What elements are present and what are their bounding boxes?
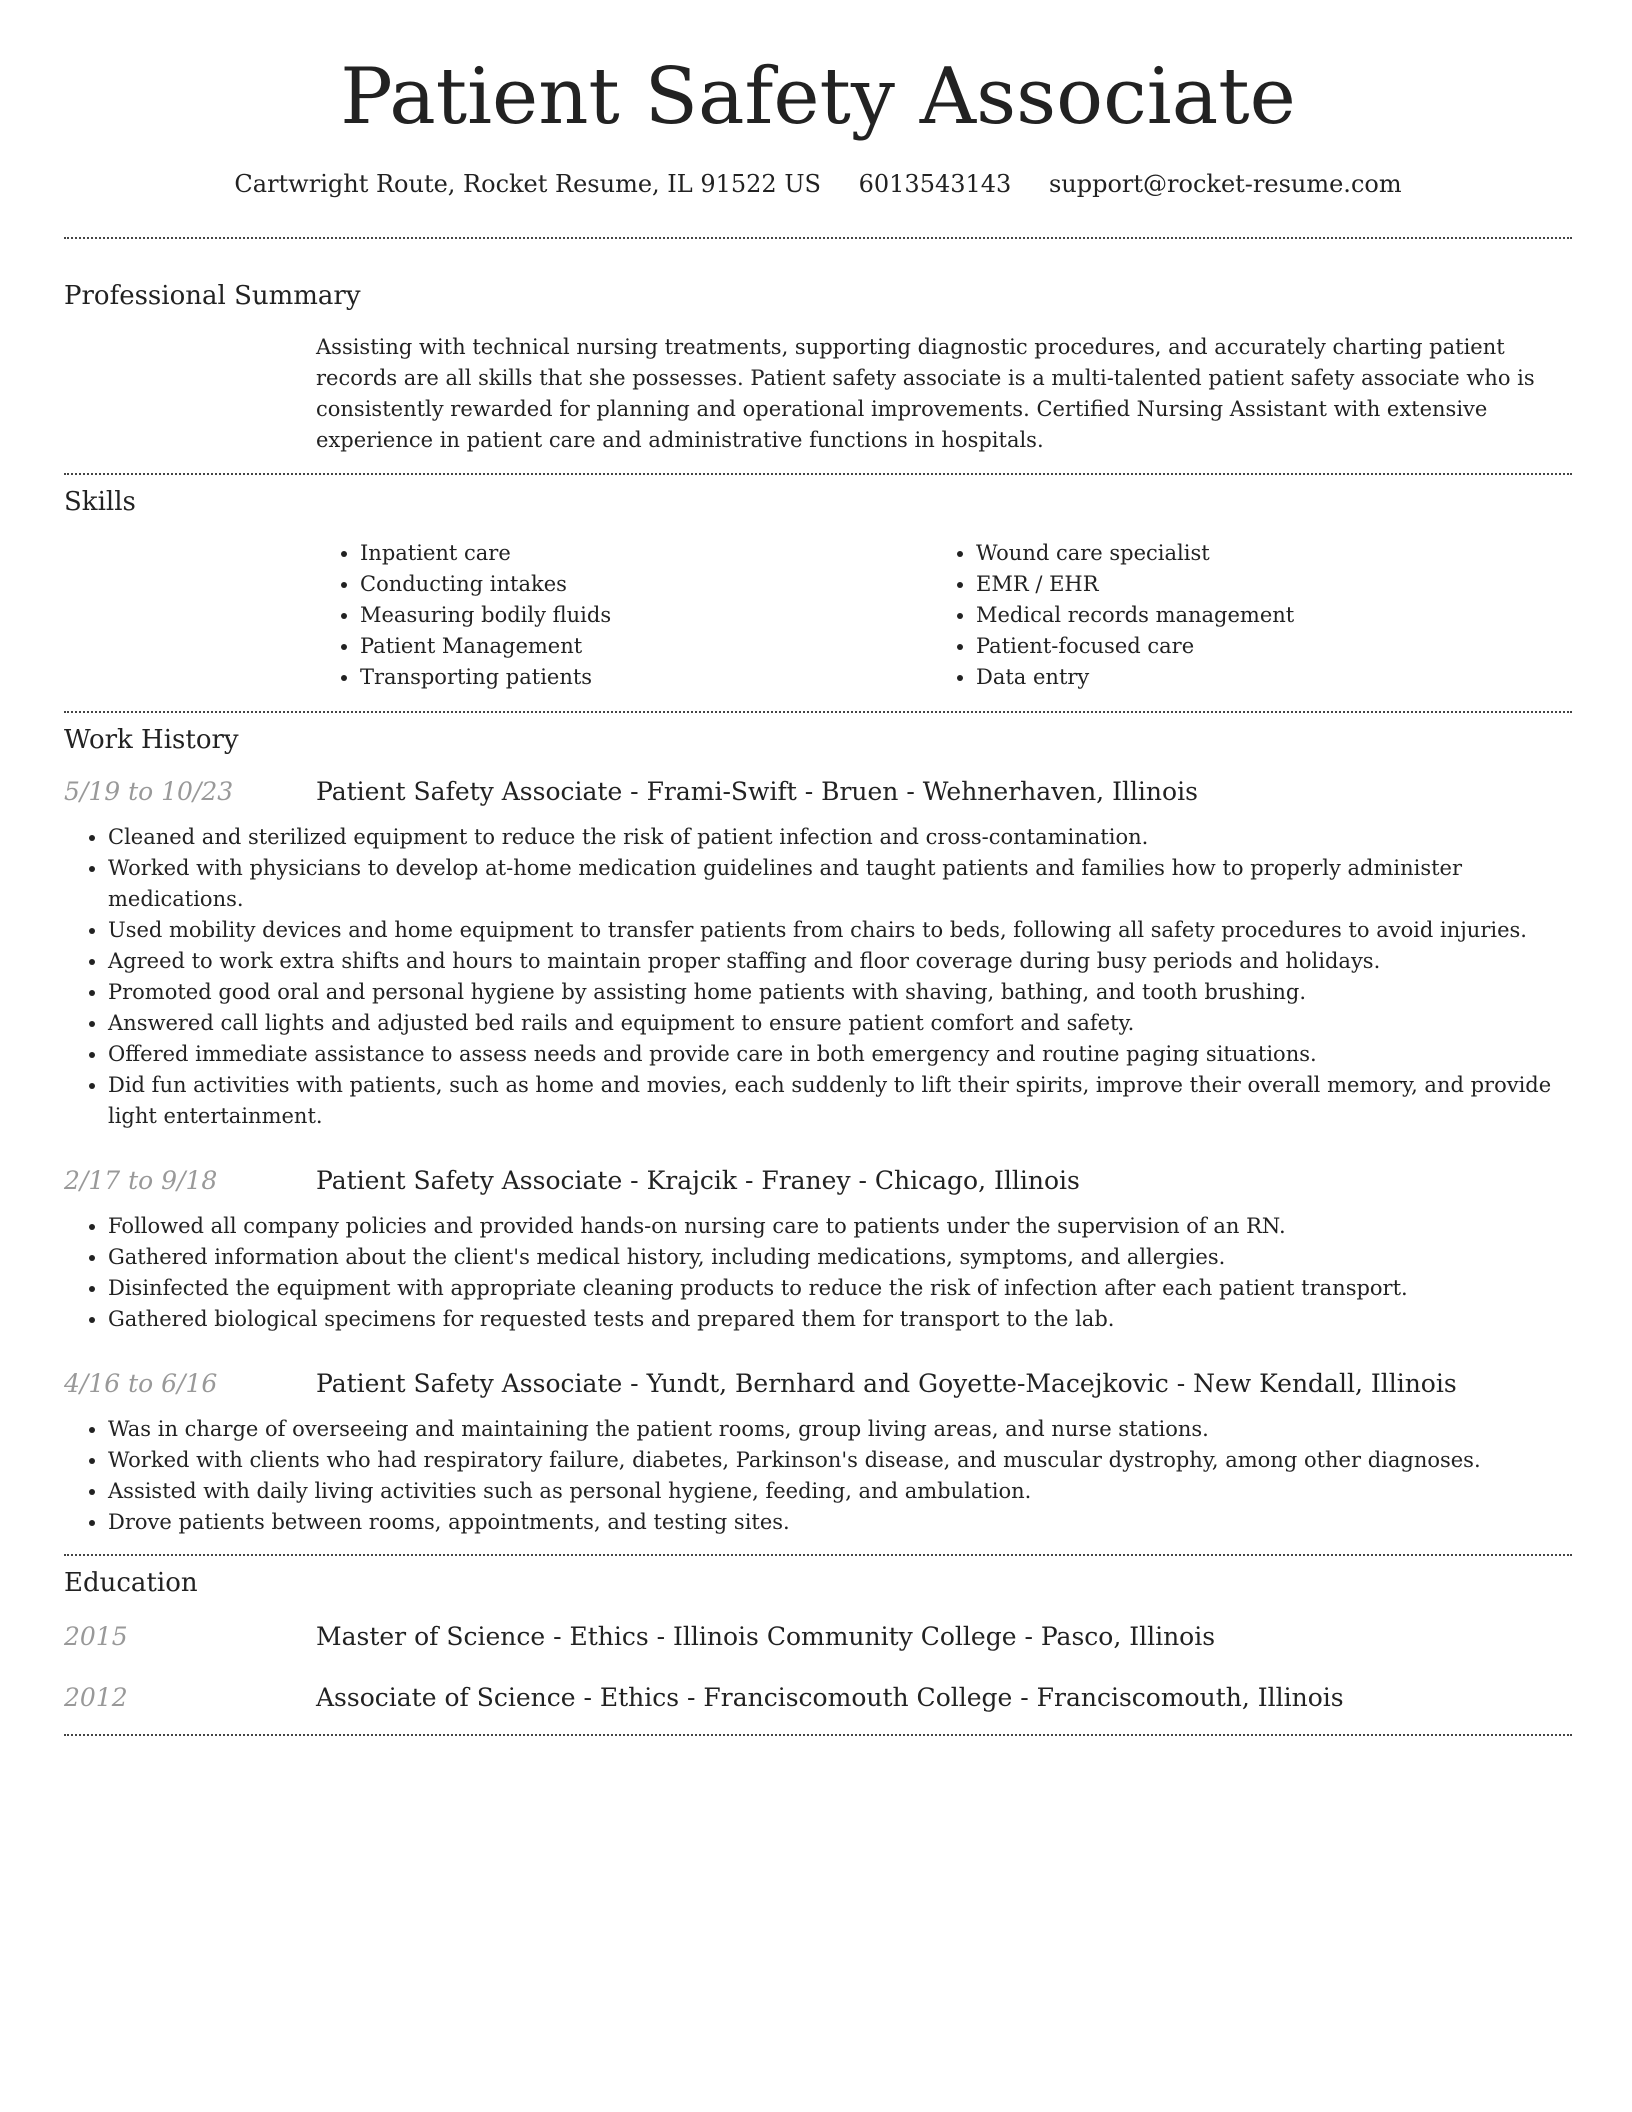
skill-item: • Measuring bodily fluids [360,600,932,631]
divider [64,1554,1572,1556]
skill-item: • Inpatient care [360,538,932,569]
job-duty: • Gathered information about the client's medical history, including medications, symptoms, and allergies. [108,1242,1572,1273]
skill-item: • Conducting intakes [360,569,932,600]
summary-title: Professional Summary [64,281,361,311]
education-title: Education [64,1568,198,1598]
job-duty: • Gathered biological specimens for requested tests and prepared them for transport to the lab. [108,1304,1572,1335]
skill-item: • Wound care specialist [976,538,1548,569]
job-duty: • Worked with physicians to develop at-home medication guidelines and taught patients and families how to properly administer medications. [108,853,1572,915]
job-duty: • Was in charge of overseeing and maintaining the patient rooms, group living areas, and nurse stations. [108,1414,1572,1445]
job-dates: 4/16 to 6/16 [64,1369,218,1398]
education-entry [64,1683,1572,1712]
job-heading: Patient Safety Associate - Yundt, Bernhard and Goyette-Macejkovic - New Kendall, Illinois [316,1369,1457,1398]
job-duty: • Drove patients between rooms, appointments, and testing sites. [108,1507,1572,1538]
job-duty: • Promoted good oral and personal hygiene by assisting home patients with shaving, bathing, and tooth brushing. [108,977,1572,1008]
job-duties [64,1414,1572,1538]
education-heading: Master of Science - Ethics - Illinois Community College - Pasco, Illinois [316,1622,1216,1651]
job-duty: • Did fun activities with patients, such as home and movies, each suddenly to lift their spirits, improve their overall memory, and provide light entertainment. [108,1070,1572,1132]
contact-line [64,170,1572,202]
education-heading: Associate of Science - Ethics - Franciscomouth College - Franciscomouth, Illinois [316,1683,1344,1712]
work-history-title: Work History [64,725,239,755]
education-year: 2015 [64,1622,128,1651]
skill-item: • Data entry [976,662,1548,693]
divider [64,473,1572,475]
skill-item: • EMR / EHR [976,569,1548,600]
resume-page [64,0,1572,1736]
job-heading: Patient Safety Associate - Krajcik - Franey - Chicago, Illinois [316,1166,1080,1195]
job-duty: • Followed all company policies and provided hands-on nursing care to patients under the supervision of an RN. [108,1211,1572,1242]
skills-column-right [932,538,1548,693]
job-duty: • Used mobility devices and home equipment to transfer patients from chairs to beds, following all safety procedures to avoid injuries. [108,915,1572,946]
skills-column-left [316,538,932,693]
contact-address: Cartwright Route, Rocket Resume, IL 91522 US [234,170,821,198]
skill-item: • Medical records management [976,600,1548,631]
divider [64,711,1572,713]
job-dates: 5/19 to 10/23 [64,777,234,806]
skill-item: • Transporting patients [360,662,932,693]
contact-phone: 6013543143 [858,170,1012,198]
job-duty: • Assisted with daily living activities such as personal hygiene, feeding, and ambulation. [108,1476,1572,1507]
job-duties [64,822,1572,1132]
job-duty: • Disinfected the equipment with appropriate cleaning products to reduce the risk of infection after each patient transport. [108,1273,1572,1304]
contact-email: support@rocket-resume.com [1048,170,1402,198]
skill-item: • Patient Management [360,631,932,662]
education-entry [64,1622,1572,1651]
resume-name: Patient Safety Associate [340,52,1296,142]
job-duties [64,1211,1572,1335]
job-duty: • Offered immediate assistance to assess needs and provide care in both emergency and routine paging situations. [108,1039,1572,1070]
skill-item: • Patient-focused care [976,631,1548,662]
job-duty: • Agreed to work extra shifts and hours to maintain proper staffing and floor coverage during busy periods and holidays. [108,946,1572,977]
job-entry [64,777,1572,1132]
job-heading: Patient Safety Associate - Frami-Swift - Bruen - Wehnerhaven, Illinois [316,777,1198,806]
job-duty: • Worked with clients who had respiratory failure, diabetes, Parkinson's disease, and muscular dystrophy, among other diagnoses. [108,1445,1572,1476]
job-entry [64,1166,1572,1335]
summary-text: Assisting with technical nursing treatments, supporting diagnostic procedures, and accurately charting patient records are all skills that she possesses. Patient safety associate is a multi-talented patient safety associate who is consistently rewarded for planning and operational improvements. Certified Nursing Assistant with extensive experience in patient care and administrative functions in hospitals. [316,335,1535,452]
divider [64,237,1572,239]
job-duty: • Answered call lights and adjusted bed rails and equipment to ensure patient comfort and safety. [108,1008,1572,1039]
education-year: 2012 [64,1683,128,1712]
job-dates: 2/17 to 9/18 [64,1166,218,1195]
divider [64,1734,1572,1736]
job-entry [64,1369,1572,1538]
job-duty: • Cleaned and sterilized equipment to reduce the risk of patient infection and cross-contamination. [108,822,1572,853]
skills-list [316,538,1572,693]
skills-title: Skills [64,487,136,517]
